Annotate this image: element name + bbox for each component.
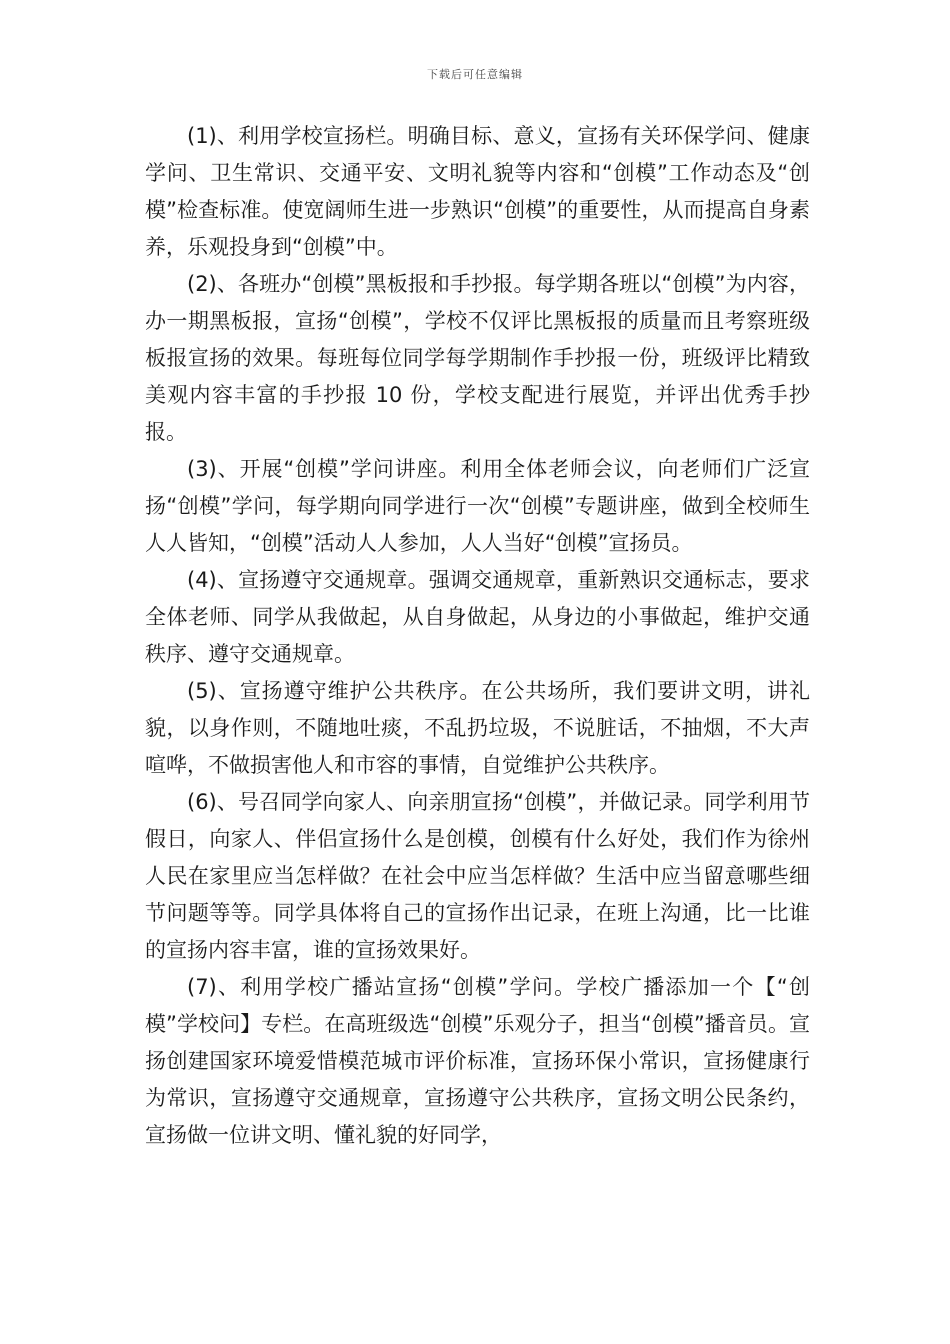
paragraph-4: (4)、宣扬遵守交通规章。强调交通规章，重新熟识交通标志，要求全体老师、同学从我做起，从自身做起，从身边的小事做起，维护交通秩序、遵守交通规章。 <box>145 568 810 666</box>
paragraph-6: (6)、号召同学向家人、向亲朋宣扬“创模”，并做记录。同学利用节假日，向家人、伴侣宣扬什么是创模，创模有什么好处，我们作为徐州人民在家里应当怎样做？在社会中应当怎样做？生活中应当留意哪些细节问题等等。同学具体将自己的宣扬作出记录，在班上沟通，比一比谁的宣扬内容丰富，谁的宣扬效果好。 <box>145 790 810 962</box>
paragraph-1: (1)、利用学校宣扬栏。明确目标、意义，宣扬有关环保学问、健康学问、卫生常识、交通平安、文明礼貌等内容和“创模”工作动态及“创模”检查标准。使宽阔师生进一步熟识“创模”的重要性，从而提高自身素养，乐观投身到“创模”中。 <box>145 124 810 259</box>
paragraph-7: (7)、利用学校广播站宣扬“创模”学问。学校广播添加一个【“创模”学校问】专栏。在高班级选“创模”乐观分子，担当“创模”播音员。宣扬创建国家环境爱惜模范城市评价标准，宣扬环保小常识，宣扬健康行为常识，宣扬遵守交通规章，宣扬遵守公共秩序，宣扬文明公民条约，宣扬做一位讲文明、懂礼貌的好同学， <box>145 975 810 1147</box>
paragraph-3: (3)、开展“创模”学问讲座。利用全体老师会议，向老师们广泛宣扬“创模”学问，每学期向同学进行一次“创模”专题讲座，做到全校师生人人皆知，“创模”活动人人参加，人人当好“创模”宣扬员。 <box>145 457 810 555</box>
document-body <box>145 118 810 1154</box>
page-header: 下载后可任意编辑 <box>427 68 523 81</box>
paragraph-5: (5)、宣扬遵守维护公共秩序。在公共场所，我们要讲文明，讲礼貌，以身作则，不随地吐痰，不乱扔垃圾，不说脏话，不抽烟，不大声喧哗，不做损害他人和市容的事情，自觉维护公共秩序。 <box>145 679 810 777</box>
paragraph-2: (2)、各班办“创模”黑板报和手抄报。每学期各班以“创模”为内容，办一期黑板报，宣扬“创模”，学校不仅评比黑板报的质量而且考察班级板报宣扬的效果。每班每位同学每学期制作手抄报一份，班级评比精致美观内容丰富的手抄报 10 份，学校支配进行展览，并评出优秀手抄报。 <box>145 272 810 444</box>
